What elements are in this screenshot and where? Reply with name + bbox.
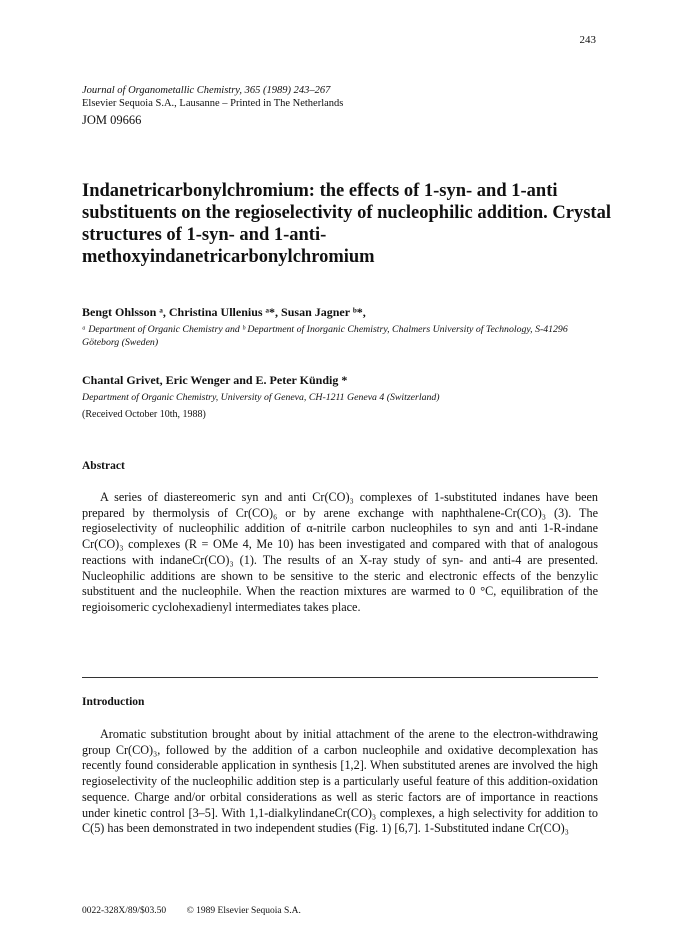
footer-copyright: © 1989 Elsevier Sequoia S.A. xyxy=(186,906,301,916)
journal-code: JOM 09666 xyxy=(82,113,142,127)
page-number: 243 xyxy=(579,34,596,46)
journal-citation: Journal of Organometallic Chemistry, 365 (1989) 243–267 xyxy=(82,85,331,96)
section-divider xyxy=(82,677,598,678)
received-date: (Received October 10th, 1988) xyxy=(82,409,206,420)
authors-group-1: Bengt Ohlsson ᵃ, Christina Ullenius ᵃ*, Susan Jagner ᵇ*, xyxy=(82,305,366,319)
affiliation-group-2: Department of Organic Chemistry, University of Geneva, CH-1211 Geneva 4 (Switzerland) xyxy=(82,392,440,403)
authors-group-2: Chantal Grivet, Eric Wenger and E. Peter Kündig * xyxy=(82,373,348,387)
introduction-heading: Introduction xyxy=(82,696,145,708)
introduction-body: Aromatic substitution brought about by initial attachment of the arene to the electron-withdrawing group Cr(CO)₃, followed by the addition of a carbon nucleophile and oxidative decomplexation has recently found considerable application in synthesis [1,2]. When substituted arenes are involved the high regioselectivity of the nucleophilic addition step is a particularly useful feature of this addition-oxidation sequence. Charge and/or orbital considerations as well as steric factors are of importance in reactions under kinetic control [3–5]. With 1,1-dialkylindaneCr(CO)₃ complexes, a high selectivity for addition to C(5) has been demonstrated in two independent studies (Fig. 1) [6,7]. 1-Substituted indane Cr(CO)₃ xyxy=(82,727,598,836)
journal-publisher: Elsevier Sequoia S.A., Lausanne – Printed in The Netherlands xyxy=(82,98,344,109)
affiliation-group-1: ᵃ Department of Organic Chemistry and ᵇ Department of Inorganic Chemistry, Chalmers University of Technology, S-41296 Göteborg (Sweden) xyxy=(82,324,568,348)
journal-header xyxy=(82,84,343,110)
page-footer xyxy=(82,906,319,916)
abstract-body: A series of diastereomeric syn and anti Cr(CO)₃ complexes of 1-substituted indanes have been prepared by thermolysis of Cr(CO)₆ or by arene exchange with naphthalene-Cr(CO)₃ (3). The regioselectivity of nucleophilic addition of α-nitrile carbon nucleophiles to syn and anti 1-R-indane Cr(CO)₃ complexes (R = OMe 4, Me 10) has been investigated and compared with that of analogous reactions with indaneCr(CO)₃ (1). The results of an X-ray study of syn- and anti-4 are presented. Nucleophilic additions are shown to be sensitive to the steric and electronic effects of the benzylic substituent and the nucleophile. When the reaction mixtures are warmed to 0 °C, equilibration of the regioisomeric cyclohexadienyl intermediates takes place. xyxy=(82,490,598,614)
paper-title: Indanetricarbonylchromium: the effects of 1-syn- and 1-anti substituents on the regioselectivity of nucleophilic addition. Crystal structures of 1-syn- and 1-anti-methoxyindanetricarbonylchromium xyxy=(82,181,611,267)
abstract-heading: Abstract xyxy=(82,460,125,472)
footer-issn: 0022-328X/89/$03.50 xyxy=(82,906,167,916)
